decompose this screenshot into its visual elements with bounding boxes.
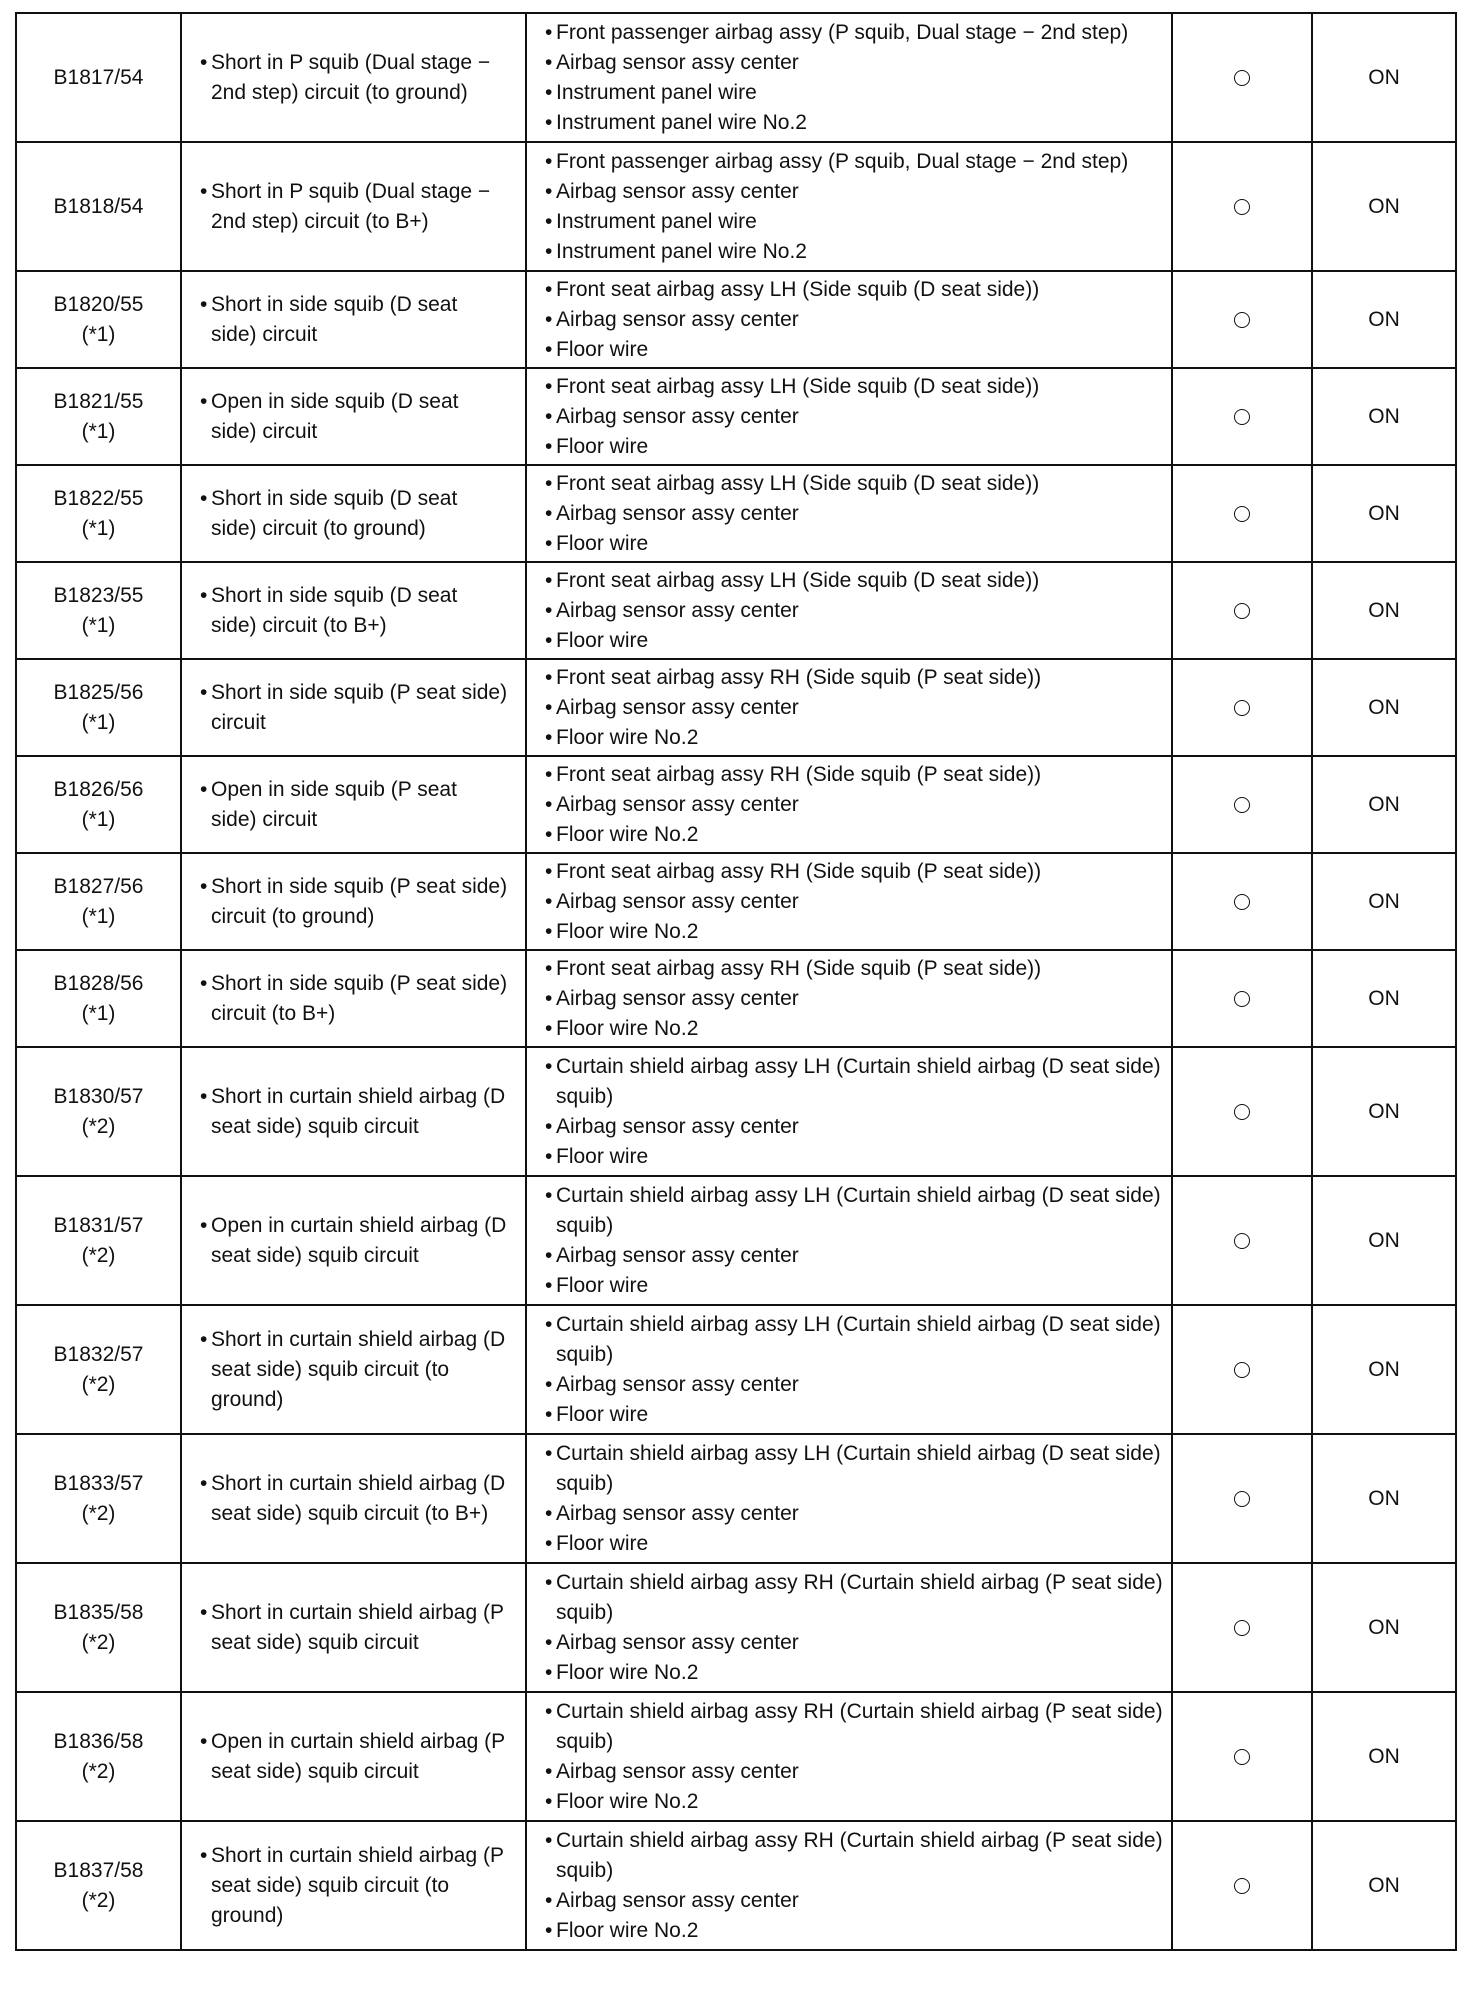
dtc-code-cell [16, 142, 181, 271]
memory-mark-cell [1172, 1047, 1312, 1176]
dtc-code-line: (*2) [81, 1114, 116, 1138]
detection-line: circuit (to B+) [211, 1001, 336, 1025]
dtc-code-cell [16, 1692, 181, 1821]
detection-line: seat side) squib circuit [211, 1630, 419, 1654]
table-row [16, 1692, 1456, 1821]
trouble-area-item: • Front seat airbag assy LH (Side squib (D seat side)) [545, 275, 1163, 305]
warning-light-cell: ON [1312, 1821, 1456, 1950]
table-row [16, 1047, 1456, 1176]
detection-line: • Short in P squib (Dual stage − [211, 50, 491, 74]
dtc-code-line: B1823/55 [53, 583, 144, 607]
warning-light-cell: ON [1312, 271, 1456, 368]
trouble-area-item: • Front seat airbag assy RH (Side squib (P seat side)) [545, 954, 1163, 984]
dtc-code-line: B1827/56 [53, 874, 144, 898]
trouble-area-item: • Airbag sensor assy center [545, 1112, 1163, 1142]
trouble-area-item: • Floor wire [545, 432, 1163, 462]
trouble-area-item: • Floor wire [545, 1529, 1163, 1559]
trouble-area-item: • Instrument panel wire No.2 [545, 108, 1163, 138]
trouble-area-item: • Instrument panel wire No.2 [545, 237, 1163, 267]
dtc-code-line: (*1) [81, 613, 116, 637]
trouble-area-cell [526, 142, 1172, 271]
detection-item [200, 1841, 517, 1931]
detection-item [200, 1598, 517, 1658]
dtc-code-line: (*1) [81, 710, 116, 734]
table-row [16, 13, 1456, 142]
memory-mark-cell [1172, 142, 1312, 271]
table-row [16, 659, 1456, 756]
detection-line: • Short in curtain shield airbag (D [211, 1471, 506, 1495]
trouble-area-item: • Airbag sensor assy center [545, 984, 1163, 1014]
table-row [16, 1305, 1456, 1434]
detection-line: seat side) squib circuit [211, 1114, 419, 1138]
trouble-area-item: • Curtain shield airbag assy LH (Curtain shield airbag (D seat side) squib) [545, 1439, 1163, 1499]
detection-line: • Short in side squib (D seat [211, 292, 458, 316]
circle-icon [1234, 1878, 1250, 1894]
dtc-code-line: B1817/54 [53, 65, 144, 89]
detection-line: • Open in curtain shield airbag (P [211, 1729, 506, 1753]
circle-icon [1234, 1491, 1250, 1507]
trouble-area-item: • Floor wire No.2 [545, 1916, 1163, 1946]
circle-icon [1234, 700, 1250, 716]
detection-item-cell [181, 1305, 526, 1434]
detection-item [200, 1325, 517, 1415]
memory-mark-cell [1172, 1434, 1312, 1563]
dtc-code-line: B1831/57 [53, 1213, 144, 1237]
dtc-code-line: B1836/58 [53, 1729, 144, 1753]
trouble-area-cell [526, 1434, 1172, 1563]
detection-line: • Open in curtain shield airbag (D [211, 1213, 507, 1237]
detection-line: • Short in side squib (P seat side) [211, 680, 508, 704]
dtc-code-line: (*2) [81, 1372, 116, 1396]
warning-light-cell: ON [1312, 465, 1456, 562]
warning-light-cell: ON [1312, 13, 1456, 142]
detection-item [200, 775, 517, 835]
trouble-area-item: • Front seat airbag assy RH (Side squib (P seat side)) [545, 760, 1163, 790]
trouble-area-cell [526, 1563, 1172, 1692]
trouble-area-cell [526, 271, 1172, 368]
trouble-area-item: • Airbag sensor assy center [545, 402, 1163, 432]
detection-line: side) circuit [211, 322, 318, 346]
trouble-area-item: • Airbag sensor assy center [545, 596, 1163, 626]
circle-icon [1234, 1620, 1250, 1636]
circle-icon [1234, 1362, 1250, 1378]
detection-line: • Short in curtain shield airbag (D [211, 1327, 506, 1351]
warning-light-cell: ON [1312, 853, 1456, 950]
trouble-area-cell [526, 659, 1172, 756]
trouble-area-item: • Airbag sensor assy center [545, 1241, 1163, 1271]
detection-line: 2nd step) circuit (to ground) [211, 80, 468, 104]
memory-mark-cell [1172, 1563, 1312, 1692]
dtc-code-cell [16, 562, 181, 659]
dtc-code-line: B1830/57 [53, 1084, 144, 1108]
dtc-code-line: B1835/58 [53, 1600, 144, 1624]
detection-line: • Short in curtain shield airbag (P [211, 1843, 504, 1867]
detection-line: side) circuit (to ground) [211, 516, 426, 540]
table-row [16, 562, 1456, 659]
detection-line: • Short in side squib (D seat [211, 583, 458, 607]
trouble-area-item: • Floor wire [545, 1400, 1163, 1430]
table-row [16, 853, 1456, 950]
trouble-area-item: • Instrument panel wire [545, 207, 1163, 237]
table-row [16, 1176, 1456, 1305]
trouble-area-item: • Floor wire [545, 626, 1163, 656]
trouble-area-item: • Floor wire [545, 529, 1163, 559]
detection-item-cell [181, 142, 526, 271]
detection-item-cell [181, 562, 526, 659]
detection-item [200, 290, 517, 350]
dtc-code-line: (*1) [81, 1001, 116, 1025]
detection-item [200, 387, 517, 447]
dtc-code-cell [16, 368, 181, 465]
detection-item-cell [181, 1176, 526, 1305]
detection-line: ground) [211, 1903, 284, 1927]
circle-icon [1234, 894, 1250, 910]
detection-item-cell [181, 13, 526, 142]
trouble-area-item: • Airbag sensor assy center [545, 1886, 1163, 1916]
dtc-code-line: (*1) [81, 322, 116, 346]
trouble-area-cell [526, 562, 1172, 659]
dtc-code-cell [16, 13, 181, 142]
trouble-area-item: • Floor wire No.2 [545, 820, 1163, 850]
warning-light-cell: ON [1312, 950, 1456, 1047]
memory-mark-cell [1172, 1176, 1312, 1305]
trouble-area-item: • Floor wire No.2 [545, 1787, 1163, 1817]
detection-item [200, 872, 517, 932]
detection-item [200, 581, 517, 641]
trouble-area-cell [526, 465, 1172, 562]
detection-item-cell [181, 1434, 526, 1563]
warning-light-cell: ON [1312, 1305, 1456, 1434]
trouble-area-item: • Curtain shield airbag assy LH (Curtain shield airbag (D seat side) squib) [545, 1052, 1163, 1112]
memory-mark-cell [1172, 13, 1312, 142]
dtc-code-line: (*1) [81, 904, 116, 928]
trouble-area-item: • Floor wire [545, 1271, 1163, 1301]
dtc-code-line: B1833/57 [53, 1471, 144, 1495]
dtc-code-cell [16, 950, 181, 1047]
detection-line: side) circuit (to B+) [211, 613, 387, 637]
detection-line: • Short in curtain shield airbag (D [211, 1084, 506, 1108]
detection-item [200, 177, 517, 237]
trouble-area-item: • Front seat airbag assy LH (Side squib (D seat side)) [545, 372, 1163, 402]
dtc-code-line: B1822/55 [53, 486, 144, 510]
detection-item [200, 484, 517, 544]
trouble-area-item: • Front seat airbag assy RH (Side squib (P seat side)) [545, 663, 1163, 693]
warning-light-cell: ON [1312, 1047, 1456, 1176]
table-row [16, 1821, 1456, 1950]
detection-item-cell [181, 1047, 526, 1176]
dtc-code-cell [16, 1305, 181, 1434]
circle-icon [1234, 991, 1250, 1007]
trouble-area-cell [526, 1305, 1172, 1434]
circle-icon [1234, 409, 1250, 425]
detection-item-cell [181, 1692, 526, 1821]
warning-light-cell: ON [1312, 1563, 1456, 1692]
trouble-area-item: • Airbag sensor assy center [545, 887, 1163, 917]
dtc-code-cell [16, 1176, 181, 1305]
memory-mark-cell [1172, 1305, 1312, 1434]
dtc-code-line: B1820/55 [53, 292, 144, 316]
trouble-area-item: • Airbag sensor assy center [545, 693, 1163, 723]
trouble-area-item: • Airbag sensor assy center [545, 790, 1163, 820]
memory-mark-cell [1172, 562, 1312, 659]
trouble-area-item: • Floor wire [545, 1142, 1163, 1172]
warning-light-cell: ON [1312, 1176, 1456, 1305]
trouble-area-cell [526, 1176, 1172, 1305]
trouble-area-item: • Floor wire No.2 [545, 1658, 1163, 1688]
memory-mark-cell [1172, 1692, 1312, 1821]
detection-line: seat side) squib circuit [211, 1759, 419, 1783]
dtc-code-cell [16, 465, 181, 562]
trouble-area-item: • Curtain shield airbag assy RH (Curtain shield airbag (P seat side) squib) [545, 1568, 1163, 1628]
trouble-area-cell [526, 950, 1172, 1047]
detection-line: side) circuit [211, 419, 318, 443]
dtc-code-line: B1825/56 [53, 680, 144, 704]
dtc-code-line: (*2) [81, 1630, 116, 1654]
detection-item [200, 1727, 517, 1787]
circle-icon [1234, 797, 1250, 813]
dtc-table-body [16, 13, 1456, 1950]
trouble-area-cell [526, 368, 1172, 465]
detection-line: seat side) squib circuit (to [211, 1357, 450, 1381]
table-row [16, 271, 1456, 368]
dtc-code-line: B1832/57 [53, 1342, 144, 1366]
dtc-code-line: B1826/56 [53, 777, 144, 801]
dtc-code-cell [16, 1821, 181, 1950]
circle-icon [1234, 1749, 1250, 1765]
detection-item [200, 1211, 517, 1271]
detection-line: circuit [211, 710, 266, 734]
trouble-area-item: • Curtain shield airbag assy LH (Curtain shield airbag (D seat side) squib) [545, 1310, 1163, 1370]
trouble-area-item: • Front seat airbag assy LH (Side squib (D seat side)) [545, 566, 1163, 596]
trouble-area-item: • Floor wire [545, 335, 1163, 365]
circle-icon [1234, 199, 1250, 215]
dtc-code-line: (*2) [81, 1759, 116, 1783]
detection-item-cell [181, 950, 526, 1047]
detection-line: seat side) squib circuit (to B+) [211, 1501, 489, 1525]
dtc-code-cell [16, 271, 181, 368]
trouble-area-item: • Front seat airbag assy RH (Side squib (P seat side)) [545, 857, 1163, 887]
trouble-area-item: • Floor wire No.2 [545, 917, 1163, 947]
detection-item-cell [181, 465, 526, 562]
table-row [16, 368, 1456, 465]
detection-line: seat side) squib circuit [211, 1243, 419, 1267]
detection-item [200, 48, 517, 108]
dtc-code-cell [16, 1563, 181, 1692]
detection-item-cell [181, 1821, 526, 1950]
memory-mark-cell [1172, 950, 1312, 1047]
detection-item [200, 678, 517, 738]
detection-item [200, 1082, 517, 1142]
detection-line: • Short in curtain shield airbag (P [211, 1600, 504, 1624]
dtc-code-line: B1837/58 [53, 1858, 144, 1882]
dtc-code-line: (*2) [81, 1501, 116, 1525]
dtc-code-line: (*1) [81, 516, 116, 540]
warning-light-cell: ON [1312, 756, 1456, 853]
detection-line: 2nd step) circuit (to B+) [211, 209, 429, 233]
trouble-area-cell [526, 13, 1172, 142]
dtc-code-cell [16, 756, 181, 853]
memory-mark-cell [1172, 271, 1312, 368]
detection-line: • Short in side squib (P seat side) [211, 874, 508, 898]
trouble-area-item: • Airbag sensor assy center [545, 1499, 1163, 1529]
dtc-code-cell [16, 853, 181, 950]
memory-mark-cell [1172, 756, 1312, 853]
detection-line: ground) [211, 1387, 284, 1411]
circle-icon [1234, 1104, 1250, 1120]
detection-item-cell [181, 271, 526, 368]
trouble-area-item: • Airbag sensor assy center [545, 499, 1163, 529]
detection-item [200, 969, 517, 1029]
memory-mark-cell [1172, 465, 1312, 562]
trouble-area-item: • Airbag sensor assy center [545, 305, 1163, 335]
trouble-area-item: • Floor wire No.2 [545, 723, 1163, 753]
detection-item-cell [181, 756, 526, 853]
trouble-area-item: • Curtain shield airbag assy RH (Curtain shield airbag (P seat side) squib) [545, 1697, 1163, 1757]
detection-line: • Open in side squib (D seat [211, 389, 459, 413]
circle-icon [1234, 506, 1250, 522]
circle-icon [1234, 312, 1250, 328]
warning-light-cell: ON [1312, 368, 1456, 465]
table-row [16, 756, 1456, 853]
dtc-code-cell [16, 1434, 181, 1563]
warning-light-cell: ON [1312, 142, 1456, 271]
dtc-code-line: B1828/56 [53, 971, 144, 995]
trouble-area-cell [526, 756, 1172, 853]
table-row [16, 950, 1456, 1047]
warning-light-cell: ON [1312, 1434, 1456, 1563]
detection-item-cell [181, 368, 526, 465]
circle-icon [1234, 70, 1250, 86]
detection-line: circuit (to ground) [211, 904, 375, 928]
dtc-code-line: (*2) [81, 1243, 116, 1267]
detection-line: • Open in side squib (P seat [211, 777, 457, 801]
detection-line: • Short in side squib (D seat [211, 486, 458, 510]
table-row [16, 1563, 1456, 1692]
detection-line: • Short in side squib (P seat side) [211, 971, 508, 995]
detection-line: side) circuit [211, 807, 318, 831]
dtc-code-cell [16, 1047, 181, 1176]
trouble-area-item: • Curtain shield airbag assy LH (Curtain shield airbag (D seat side) squib) [545, 1181, 1163, 1241]
table-row [16, 1434, 1456, 1563]
detection-item-cell [181, 1563, 526, 1692]
dtc-code-line: B1818/54 [53, 194, 144, 218]
memory-mark-cell [1172, 1821, 1312, 1950]
trouble-area-cell [526, 1821, 1172, 1950]
trouble-area-item: • Floor wire No.2 [545, 1014, 1163, 1044]
dtc-code-line: (*1) [81, 807, 116, 831]
trouble-area-item: • Instrument panel wire [545, 78, 1163, 108]
warning-light-cell: ON [1312, 659, 1456, 756]
trouble-area-item: • Airbag sensor assy center [545, 1370, 1163, 1400]
dtc-code-cell [16, 659, 181, 756]
trouble-area-item: • Front passenger airbag assy (P squib, Dual stage − 2nd step) [545, 18, 1163, 48]
memory-mark-cell [1172, 368, 1312, 465]
trouble-area-item: • Airbag sensor assy center [545, 1628, 1163, 1658]
memory-mark-cell [1172, 659, 1312, 756]
detection-item-cell [181, 659, 526, 756]
circle-icon [1234, 1233, 1250, 1249]
dtc-code-line: (*1) [81, 419, 116, 443]
dtc-table [15, 12, 1457, 1951]
circle-icon [1234, 603, 1250, 619]
warning-light-cell: ON [1312, 1692, 1456, 1821]
trouble-area-cell [526, 853, 1172, 950]
detection-line: • Short in P squib (Dual stage − [211, 179, 491, 203]
trouble-area-item: • Front seat airbag assy LH (Side squib (D seat side)) [545, 469, 1163, 499]
dtc-code-line: B1821/55 [53, 389, 144, 413]
trouble-area-item: • Airbag sensor assy center [545, 1757, 1163, 1787]
memory-mark-cell [1172, 853, 1312, 950]
trouble-area-item: • Airbag sensor assy center [545, 177, 1163, 207]
warning-light-cell: ON [1312, 562, 1456, 659]
trouble-area-item: • Airbag sensor assy center [545, 48, 1163, 78]
table-row [16, 465, 1456, 562]
trouble-area-item: • Front passenger airbag assy (P squib, Dual stage − 2nd step) [545, 147, 1163, 177]
trouble-area-cell [526, 1047, 1172, 1176]
detection-line: seat side) squib circuit (to [211, 1873, 450, 1897]
trouble-area-item: • Curtain shield airbag assy RH (Curtain shield airbag (P seat side) squib) [545, 1826, 1163, 1886]
dtc-code-line: (*2) [81, 1888, 116, 1912]
trouble-area-cell [526, 1692, 1172, 1821]
table-row [16, 142, 1456, 271]
detection-item [200, 1469, 517, 1529]
detection-item-cell [181, 853, 526, 950]
